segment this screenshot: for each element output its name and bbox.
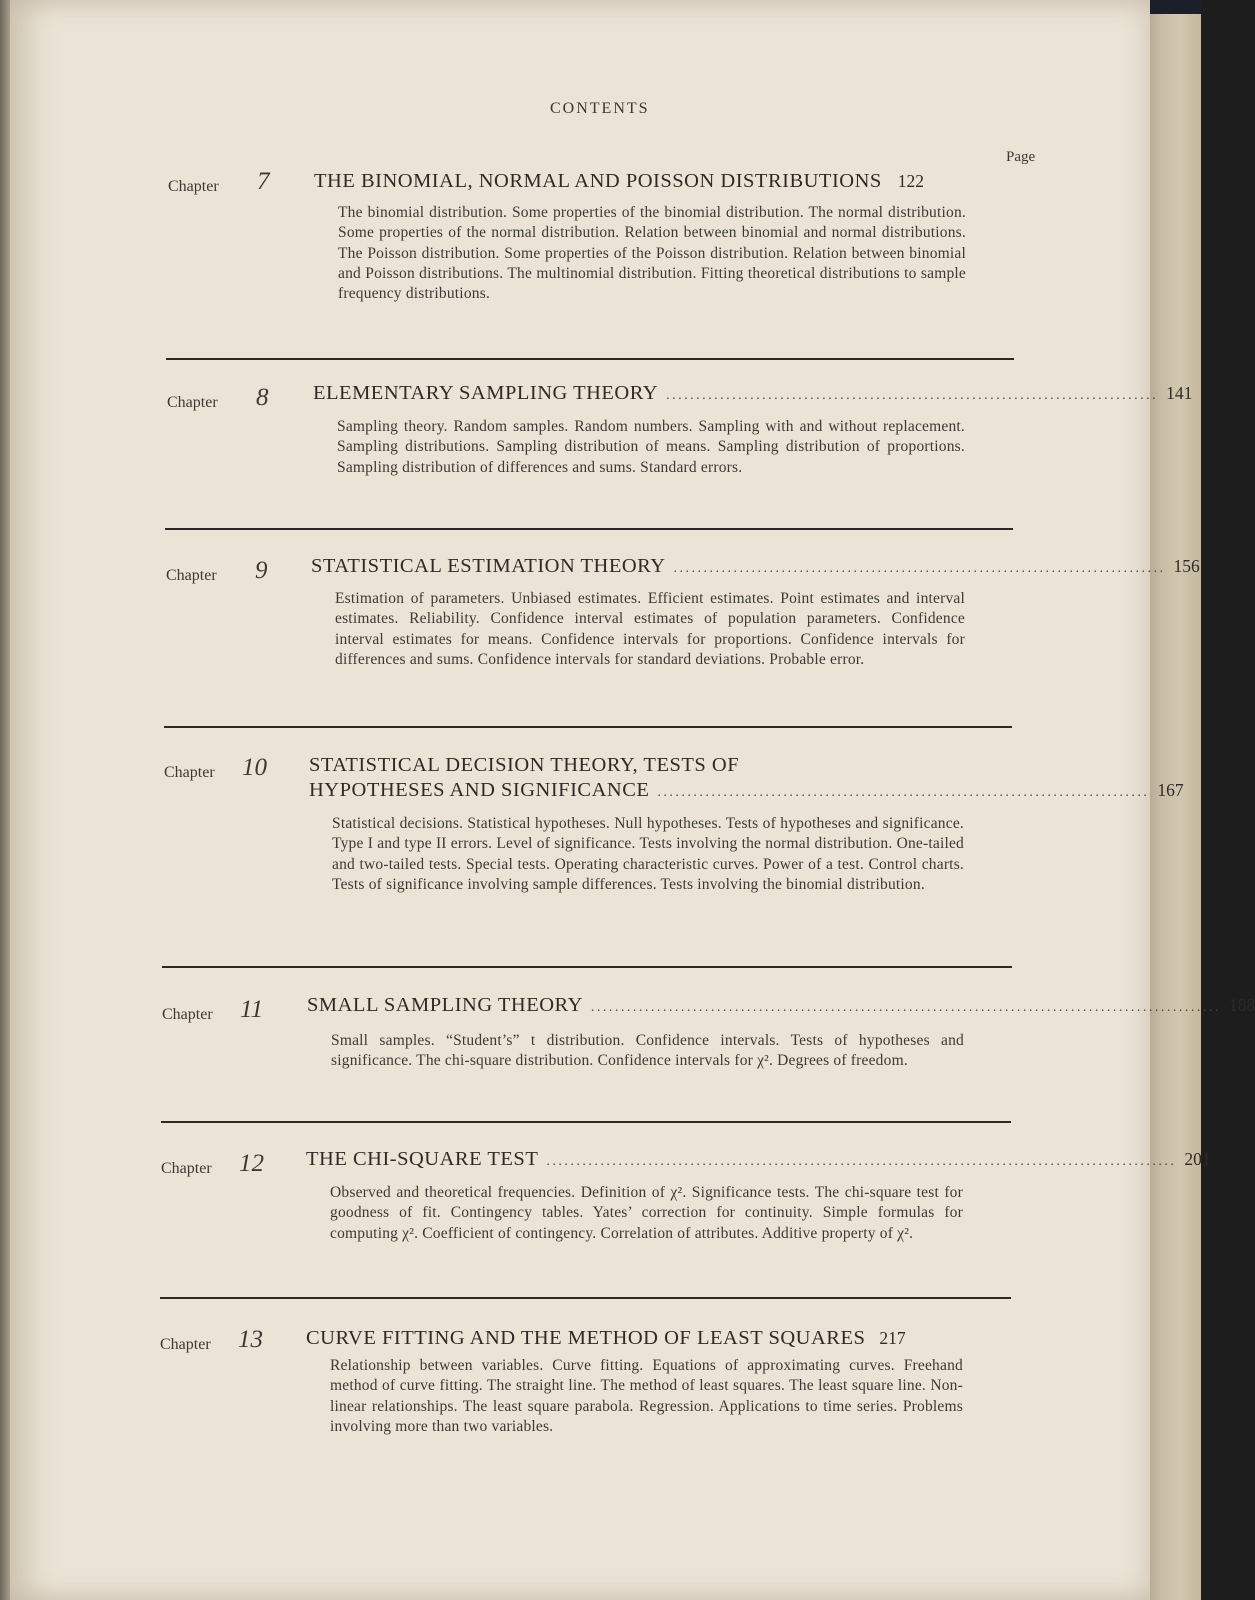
chapter-description: Estimation of parameters. Unbiased estimates. Efficient estimates. Point estimates and interval estimates. Reliability. Confidence interval estimates of population parameters. Confidence interval estimates for means. Confidence intervals for proportions. Confidence intervals for differences and sums. Confidence intervals for standard deviations. Probable error.: [335, 590, 965, 668]
chapter-title: SMALL SAMPLING THEORY: [307, 994, 583, 1016]
chapter-title: CURVE FITTING AND THE METHOD OF LEAST SQUARES: [306, 1327, 866, 1349]
leader-dots: .........................................................................................................: [590, 1000, 1221, 1015]
chapter-label: Chapter: [162, 1006, 213, 1023]
chapter-label: Chapter: [164, 764, 215, 781]
chapter-number: 12: [239, 1150, 264, 1177]
chapter-label: Chapter: [160, 1336, 211, 1353]
chapter-page-number: 122: [897, 171, 925, 191]
chapter-title-row: [307, 994, 1255, 1017]
chapter-title: THE BINOMIAL, NORMAL AND POISSON DISTRIBUTIONS: [314, 170, 882, 192]
chapter-title-row: [311, 555, 1200, 578]
chapter-divider: [165, 528, 1013, 530]
page-left-edge: [0, 0, 10, 1600]
chapter-divider: [161, 1121, 1011, 1123]
chapter-label: Chapter: [166, 567, 217, 584]
leader-dots: ..................................................................................: [666, 388, 1159, 403]
page-title: CONTENTS: [550, 100, 650, 117]
chapter-divider: [166, 358, 1014, 360]
leader-dots: ..................................................................................: [673, 561, 1166, 576]
chapter-page-number: 167: [1157, 780, 1184, 800]
chapter-number: 7: [257, 168, 270, 195]
chapter-description: Relationship between variables. Curve fitting. Equations of approximating curves. Freehand method of curve fitting. The straight line. The method of least squares. The least square line. Non-linear relationships. The least square parabola. Regression. Applications to time series. Problems involving more than two variables.: [330, 1357, 963, 1435]
chapter-description: Small samples. “Student’s” t distribution. Confidence intervals. Tests of hypotheses and significance. The chi-square distribution. Confidence intervals for χ². Degrees of freedom.: [331, 1032, 964, 1070]
chapter-title: ELEMENTARY SAMPLING THEORY: [313, 382, 659, 404]
chapter-number: 9: [255, 557, 268, 584]
chapter-page-number: 156: [1173, 556, 1200, 576]
page-column-label: Page: [1006, 149, 1036, 165]
book-page: [10, 0, 1255, 1600]
chapter-divider: [160, 1297, 1011, 1299]
leader-dots: ..................................................................................: [657, 785, 1150, 800]
leader-dots: .........................................................................................................: [546, 1154, 1177, 1169]
chapter-description: Observed and theoretical frequencies. Definition of χ². Significance tests. The chi-square test for goodness of fit. Contingency tables. Yates’ correction for continuity. Simple formulas for computing χ². Coefficient of contingency. Correlation of attributes. Additive property of χ².: [330, 1184, 963, 1242]
chapter-page-number: 141: [1166, 383, 1193, 403]
chapter-title-row: [306, 1327, 1021, 1350]
chapter-number: 8: [256, 384, 269, 411]
chapter-title-row: [309, 779, 1184, 802]
chapter-divider: [162, 966, 1012, 968]
chapter-title-row: [306, 1148, 1211, 1171]
chapter-title-line1: STATISTICAL DECISION THEORY, TESTS OF: [309, 754, 740, 776]
chapter-divider: [164, 726, 1012, 728]
chapter-title: THE CHI-SQUARE TEST: [306, 1148, 539, 1170]
chapter-title-row: [314, 170, 1034, 193]
chapter-label: Chapter: [167, 394, 218, 411]
chapter-description: Sampling theory. Random samples. Random numbers. Sampling with and without replacement. Sampling distributions. Sampling distribution of means. Sampling distribution of proportions. Sampling distribution of differences and sums. Standard errors.: [337, 418, 965, 476]
background-corner: [1150, 0, 1201, 14]
chapter-number: 11: [240, 996, 264, 1023]
chapter-page-number: 188: [1228, 995, 1255, 1015]
chapter-label: Chapter: [161, 1160, 212, 1177]
chapter-page-number: 217: [879, 1328, 906, 1348]
chapter-title-row: [313, 382, 1193, 405]
chapter-number: 13: [238, 1326, 263, 1353]
chapter-title: HYPOTHESES AND SIGNIFICANCE: [309, 779, 650, 801]
chapter-description: Statistical decisions. Statistical hypotheses. Null hypotheses. Tests of hypotheses and significance. Type I and type II errors. Level of significance. Tests involving the normal distribution. One-tailed and two-tailed tests. Special tests. Operating characteristic curves. Power of a test. Control charts. Tests of significance involving sample differences. Tests involving the binomial distribution.: [332, 815, 964, 893]
chapter-label: Chapter: [168, 178, 219, 195]
chapter-title: STATISTICAL ESTIMATION THEORY: [311, 555, 666, 577]
chapter-page-number: 201: [1184, 1149, 1211, 1169]
chapter-number: 10: [242, 754, 267, 781]
chapter-description: The binomial distribution. Some properties of the binomial distribution. The normal distribution. Some properties of the normal distribution. Relation between binomial and normal distributions. The Poisson distribution. Some properties of the Poisson distribution. Relation between binomial and Poisson distributions. The multinomial distribution. Fitting theoretical distributions to sample frequency distributions.: [338, 204, 966, 303]
